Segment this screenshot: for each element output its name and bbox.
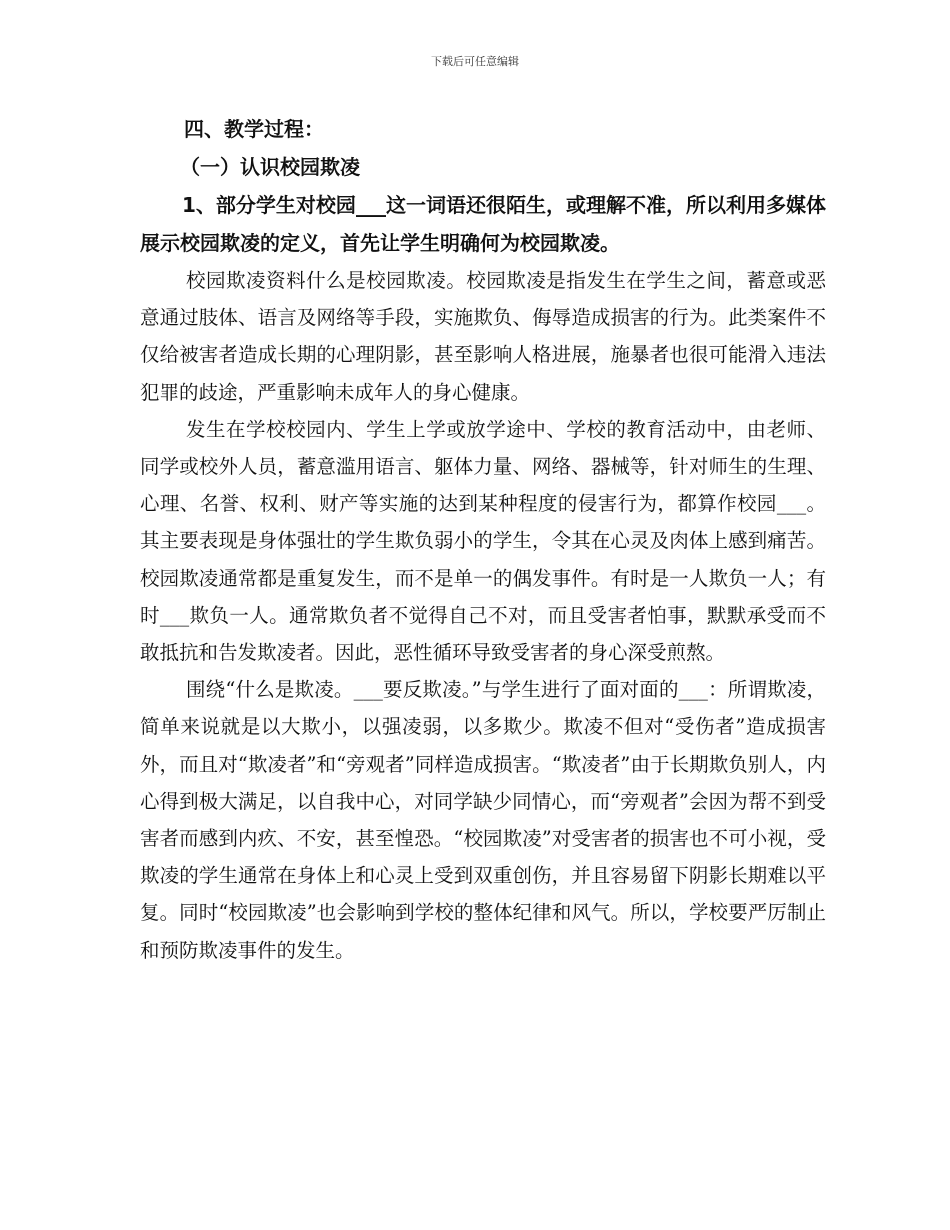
page-header-note: 下载后可任意编辑 [431, 55, 519, 68]
section-title: 四、教学过程： [184, 117, 324, 141]
paragraph-scope: 发生在学校校园内、学生上学或放学途中、学校的教育活动中，由老师、同学或校外人员，蓄意滥用语言、躯体力量、网络、器械等，针对师生的生理、心理、名誉、权利、财产等实施的达到某种程度的侵害行为，都算作校园___。其主要表现是身体强壮的学生欺负弱小的学生，令其在心灵及肉体上感到痛苦。校园欺凌通常都是重复发生，而不是单一的偶发事件。有时是一人欺负一人；有时___欺负一人。通常欺负者不觉得自己不对，而且受害者怕事，默默承受而不敢抵抗和告发欺凌者。因此，恶性循环导致受害者的身心深受煎熬。 [140, 417, 826, 665]
paragraph-discussion: 围绕“什么是欺凌。___要反欺凌。”与学生进行了面对面的___：所谓欺凌，简单来说就是以大欺小，以强凌弱，以多欺少。欺凌不但对“受伤者”造成损害外，而且对“欺凌者”和“旁观者”同样造成损害。“欺凌者”由于长期欺负别人，内心得到极大满足，以自我中心，对同学缺少同情心，而“旁观者”会因为帮不到受害者而感到内疚、不安，甚至惶恐。“校园欺凌”对受害者的损害也不可小视，受欺凌的学生通常在身体上和心灵上受到双重创伤，并且容易留下阴影长期难以平复。同时“校园欺凌”也会影响到学校的整体纪律和风气。所以，学校要严厉制止和预防欺凌事件的发生。 [140, 678, 826, 962]
lead-paragraph: 1、部分学生对校园___这一词语还很陌生，或理解不准，所以利用多媒体展示校园欺凌的定义，首先让学生明确何为校园欺凌。 [140, 193, 826, 255]
paragraph-definition: 校园欺凌资料什么是校园欺凌。校园欺凌是指发生在学生之间，蓄意或恶意通过肢体、语言及网络等手段，实施欺负、侮辱造成损害的行为。此类案件不仅给被害者造成长期的心理阴影，甚至影响人格进展，施暴者也很可能滑入违法犯罪的歧途，严重影响未成年人的身心健康。 [140, 269, 826, 404]
document-body [140, 110, 826, 969]
subsection-title: （一）认识校园欺凌 [180, 155, 360, 179]
